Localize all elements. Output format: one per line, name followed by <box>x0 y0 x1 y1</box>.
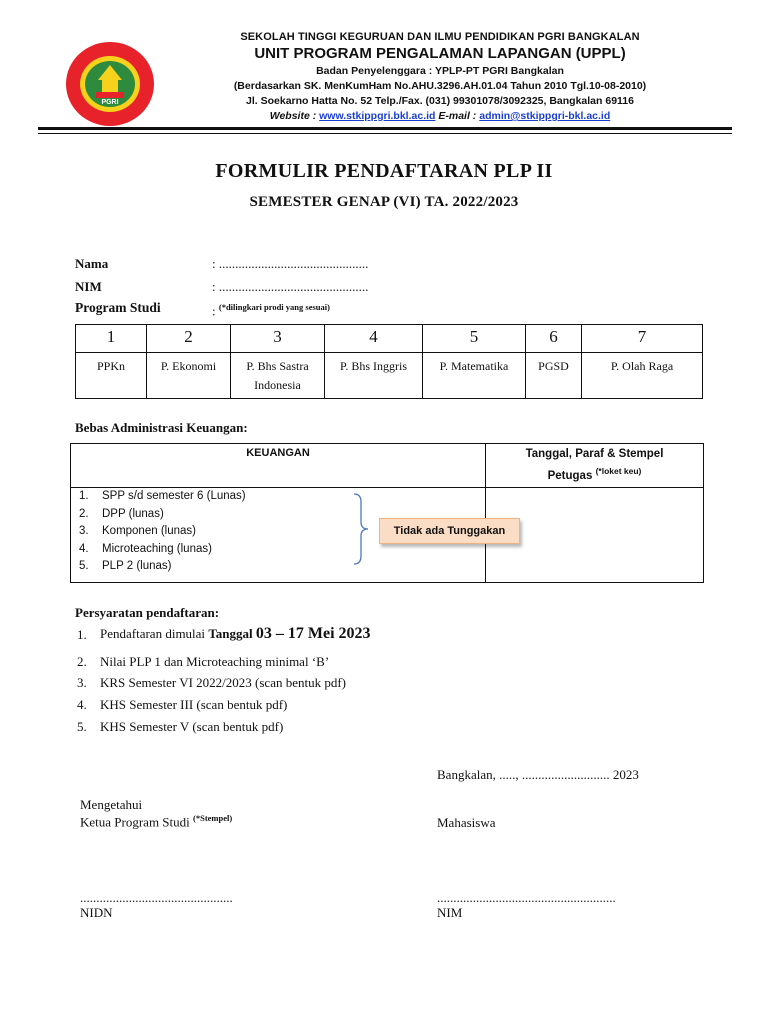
prodi-name: P. Matematika <box>423 353 526 399</box>
stamp-col-note: (*loket keu) <box>595 466 642 476</box>
stamp-note: (*Stempel) <box>193 813 233 823</box>
prodi-table <box>75 324 703 399</box>
letterhead <box>190 30 690 124</box>
list-item: 3. Komponen (lunas) <box>79 525 196 537</box>
unit-name: UNIT PROGRAM PENGALAMAN LAPANGAN (UPPL) <box>254 45 626 62</box>
prodi-name: P. Olah Raga <box>582 353 703 399</box>
list-item: 2. Nilai PLP 1 dan Microteaching minimal ‘B’ <box>77 654 330 669</box>
list-item: 1. Pendaftaran dimulai Tanggal 03 – 17 Mei 2023 <box>77 625 371 642</box>
brace-icon <box>353 492 373 566</box>
list-item: 5. KHS Semester V (scan bentuk pdf) <box>77 719 284 734</box>
prodi-colon: : <box>212 303 216 319</box>
prodi-note: (*dilingkari prodi yang sesuai) <box>218 302 330 312</box>
prodi-name: PPKn <box>76 353 147 399</box>
website-label: Website : <box>269 110 317 122</box>
stamp-col-header <box>486 444 704 488</box>
prodi-number[interactable]: 2 <box>147 325 231 353</box>
requirements-list <box>77 625 371 741</box>
list-item: 2. DPP (lunas) <box>79 507 164 520</box>
list-item: 3. KRS Semester VI 2022/2023 (scan bentuk pdf) <box>77 675 347 690</box>
logo-text: PGRI <box>101 99 119 106</box>
nim-signature-label: NIM <box>437 905 463 920</box>
kaprodi-title <box>80 813 232 830</box>
stamp-col-title: Tanggal, Paraf & Stempel <box>525 448 664 460</box>
stamp-col-title-2 <box>486 463 703 485</box>
finance-heading: Bebas Administrasi Keuangan: <box>75 420 248 435</box>
finance-col-header: KEUANGAN <box>71 444 486 488</box>
list-item: 4. Microteaching (lunas) <box>79 542 212 555</box>
status-badge: Tidak ada Tunggakan <box>379 518 520 544</box>
student-signature-line[interactable]: ....................................................... <box>437 890 616 905</box>
acknowledged-label: Mengetahui <box>80 797 143 812</box>
stamp-col-line2: Petugas <box>547 469 593 482</box>
requirements-heading: Persyaratan pendaftaran: <box>75 605 220 620</box>
prodi-number[interactable]: 4 <box>325 325 423 353</box>
kaprodi-label: Ketua Program Studi <box>80 814 190 830</box>
kaprodi-signature-line[interactable]: ............................................... <box>80 890 233 905</box>
prodi-number[interactable]: 3 <box>231 325 325 353</box>
prodi-colon-line <box>212 302 330 319</box>
school-logo <box>64 38 156 130</box>
list-item: 4. KHS Semester III (scan bentuk pdf) <box>77 697 288 712</box>
finance-items-cell <box>71 488 506 583</box>
list-item: 5. PLP 2 (lunas) <box>79 560 172 572</box>
list-item: 1. SPP s/d semester 6 (Lunas) <box>79 490 246 502</box>
form-title: FORMULIR PENDAFTARAN PLP II <box>215 160 553 182</box>
decree: (Berdasarkan SK. MenKumHam No.AHU.3296.AH.01.04 Tahun 2010 Tgl.10-08-2010) <box>233 80 647 92</box>
finance-table <box>70 443 704 583</box>
prodi-name: P. Bhs Inggris <box>325 353 423 399</box>
place-date[interactable]: Bangkalan, ....., ........................... 2023 <box>437 767 639 782</box>
organizer: Badan Penyelenggara : YPLP-PT PGRI Bangkalan <box>316 65 564 77</box>
nama-input[interactable]: : .............................................. <box>212 256 369 271</box>
prodi-label: Program Studi <box>75 300 161 315</box>
email-link[interactable]: admin@stkippgri-bkl.ac.id <box>479 110 611 122</box>
nim-input[interactable]: : .............................................. <box>212 279 369 294</box>
header-divider-thin <box>38 133 732 134</box>
nidn-label: NIDN <box>80 905 113 920</box>
prodi-name: PGSD <box>526 353 582 399</box>
finance-list <box>79 488 246 576</box>
address: Jl. Soekarno Hatta No. 52 Telp./Fax. (031) 99301078/3092325, Bangkalan 69116 <box>246 95 634 107</box>
prodi-number[interactable]: 1 <box>76 325 147 353</box>
website-link[interactable]: www.stkippgri.bkl.ac.id <box>319 110 436 122</box>
student-title: Mahasiswa <box>437 815 496 830</box>
form-subtitle: SEMESTER GENAP (VI) TA. 2022/2023 <box>249 194 519 210</box>
nim-label: NIM <box>75 279 102 294</box>
prodi-number[interactable]: 7 <box>582 325 703 353</box>
header-divider <box>38 127 732 130</box>
nama-label: Nama <box>75 256 109 271</box>
prodi-name: P. Bhs Sastra Indonesia <box>231 353 325 399</box>
prodi-number[interactable]: 6 <box>526 325 582 353</box>
prodi-name: P. Ekonomi <box>147 353 231 399</box>
email-label: E-mail : <box>438 110 477 122</box>
prodi-number[interactable]: 5 <box>423 325 526 353</box>
contact-line <box>190 109 690 124</box>
institution-name: SEKOLAH TINGGI KEGURUAN DAN ILMU PENDIDIKAN PGRI BANGKALAN <box>240 31 640 43</box>
